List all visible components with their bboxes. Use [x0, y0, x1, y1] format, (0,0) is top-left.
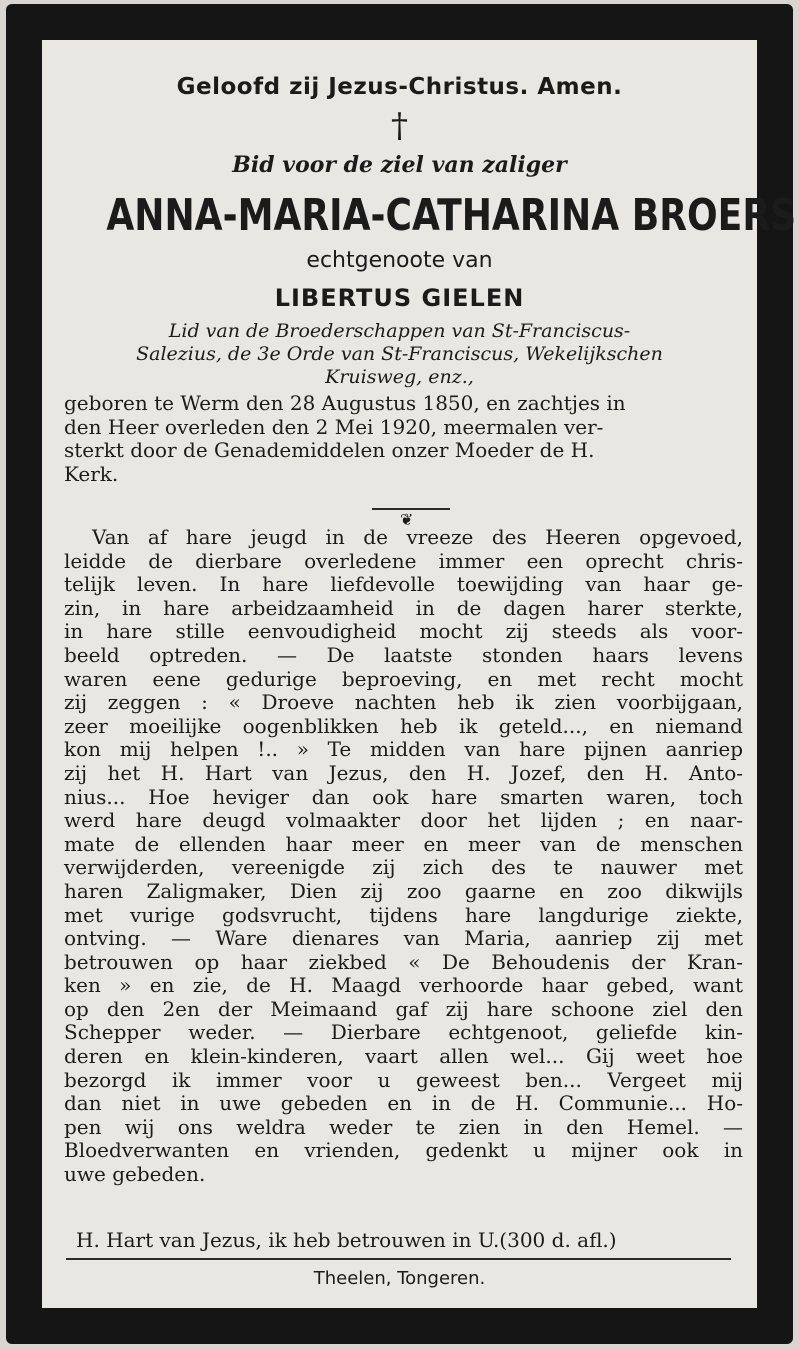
eulogy-text	[64, 526, 743, 1187]
eulogy-line: ken » en zie, de H. Maagd verhoorde haar gebed, want	[64, 973, 743, 998]
spouse-name: LIBERTUS GIELEN	[274, 284, 525, 312]
eulogy-line: zij het H. Hart van Jezus, den H. Jozef, den H. Anto-	[64, 760, 743, 785]
eulogy-line: dan niet in uwe gebeden en in de H. Communie... Ho-	[64, 1091, 743, 1116]
eulogy-line: in hare stille eenvoudigheid mocht zij steeds als voor-	[64, 619, 743, 644]
birth-death-line: Kerk.	[64, 461, 119, 486]
printer-name: Theelen, Tongeren.	[313, 1268, 486, 1289]
eulogy-line: uwe gebeden.	[64, 1162, 206, 1187]
deceased-name: ANNA-MARIA-CATHARINA BROERS	[106, 190, 797, 241]
birth-death-line: geboren te Werm den 28 Augustus 1850, en zachtjes in	[64, 391, 626, 415]
membership-line: Salezius, de 3e Orde van St-Franciscus, Wekelijkschen	[136, 343, 663, 365]
eulogy-line: betrouwen op haar ziekbed « De Behoudenis der Kran-	[64, 949, 743, 974]
eulogy-line: Schepper weder. — Dierbare echtgenoot, geliefde kin-	[64, 1020, 743, 1045]
eulogy-line: nius... Hoe heviger dan ook hare smarten waren, toch	[64, 784, 743, 809]
prayer-line: Bid voor de ziel van zaliger	[232, 152, 567, 178]
eulogy-line: mate de ellenden haar meer en meer van de menschen	[64, 831, 743, 856]
eulogy-line: zeer moeilijke oogenblikken heb ik geteld..., en niemand	[64, 713, 743, 738]
header-text: Geloofd zij Jezus-Christus. Amen.	[176, 74, 623, 100]
eulogy-line: werd hare deugd volmaakter door het lijden ; en naar-	[64, 808, 743, 833]
eulogy-line: bezorgd ik immer voor u geweest ben... Vergeet mij	[64, 1067, 743, 1092]
cross-icon: †	[391, 106, 408, 146]
eulogy-line: kon mij helpen !.. » Te midden van hare pijnen aanriep	[64, 737, 743, 762]
bottom-rule	[66, 1258, 731, 1260]
eulogy-line: met vurige godsvrucht, tijdens hare langdurige ziekte,	[64, 902, 743, 927]
eulogy-line: beeld optreden. — De laatste stonden haars levens	[64, 642, 743, 667]
card-content	[42, 40, 797, 1308]
eulogy-line: telijk leven. In hare liefdevolle toewijding van haar ge-	[64, 572, 743, 597]
spouse-label: echtgenoote van	[306, 248, 493, 273]
membership-line: Lid van de Broederschappen van St-Franciscus-	[168, 320, 631, 342]
membership-text	[62, 320, 737, 389]
closing-prayer: H. Hart van Jezus, ik heb betrouwen in U.(300 d. afl.)	[76, 1228, 617, 1252]
eulogy-line: haren Zaligmaker, Dien zij zoo gaarne en zoo dikwijls	[64, 878, 743, 903]
eulogy-line: Bloedverwanten en vrienden, gedenkt u mijner ook in	[64, 1138, 743, 1163]
ornament-icon: ❦	[400, 510, 414, 529]
eulogy-line: ontving. — Ware dienares van Maria, aanriep zij met	[64, 926, 743, 951]
birth-death-line: sterkt door de Genademiddelen onzer Moeder de H.	[64, 438, 595, 462]
membership-line: Kruisweg, enz.,	[325, 366, 474, 388]
memorial-card	[6, 4, 797, 1344]
birth-death-line: den Heer overleden den 2 Mei 1920, meermalen ver-	[64, 414, 604, 439]
eulogy-line: pen wij ons weldra weder te zien in den Hemel. —	[64, 1114, 743, 1139]
eulogy-line: zin, in hare arbeidzaamheid in de dagen harer sterkte,	[64, 595, 743, 620]
eulogy-line: zij zeggen : « Droeve nachten heb ik zien voorbijgaan,	[64, 690, 743, 715]
eulogy-line: waren eene gedurige beproeving, en met recht mocht	[64, 666, 743, 691]
eulogy-line: verwijderden, vereenigde zij zich des te nauwer met	[64, 855, 743, 880]
eulogy-line: Van af hare jeugd in de vreeze des Heeren opgevoed,	[92, 525, 743, 549]
eulogy-line: leidde de dierbare overledene immer een oprecht chris-	[64, 548, 743, 573]
eulogy-line: deren en klein-kinderen, vaart allen wel... Gij weet hoe	[64, 1044, 743, 1069]
birth-death-text	[64, 392, 743, 486]
eulogy-line: op den 2en der Meimaand gaf zij hare schoone ziel den	[64, 996, 743, 1021]
